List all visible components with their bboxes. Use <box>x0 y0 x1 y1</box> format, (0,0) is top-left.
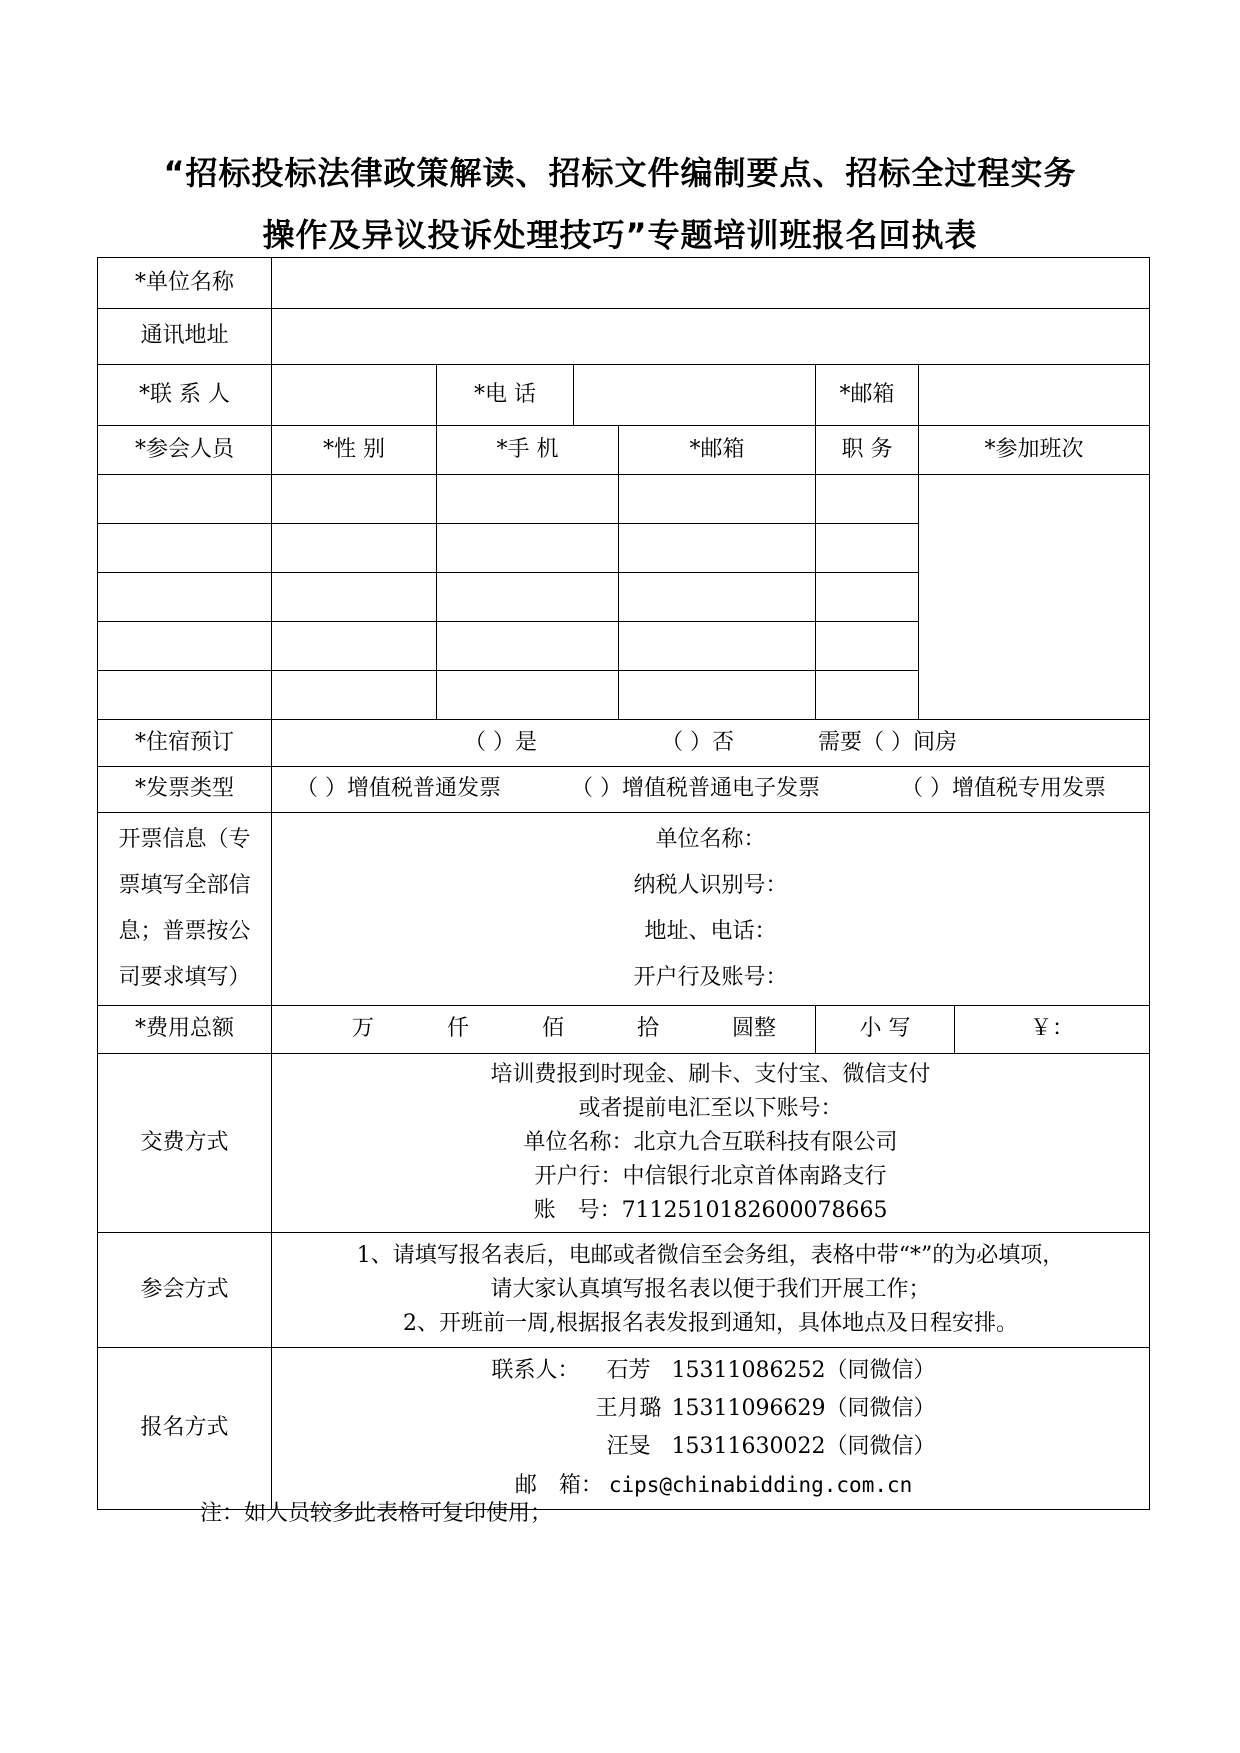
register-email-label: 邮 箱： <box>514 1473 603 1498</box>
attendee-gender-field[interactable] <box>272 573 437 622</box>
register-contact-phone: 15311096629（同微信） <box>671 1396 936 1421</box>
billing-fields <box>272 813 1150 1006</box>
contact-phone-label: *电 话 <box>437 365 574 426</box>
billing-bank-account-field[interactable]: 开户行及账号： <box>633 965 788 990</box>
register-method-row <box>98 1348 1150 1510</box>
attendee-title-header: 职 务 <box>816 426 919 475</box>
form-title-line-2: 操作及异议投诉处理技巧”专题培训班报名回执表 <box>262 216 978 254</box>
billing-label <box>98 813 272 1006</box>
contact-person-label: *联 系 人 <box>98 365 272 426</box>
attendee-name-field[interactable] <box>98 573 272 622</box>
attendee-class-field[interactable] <box>919 475 1150 720</box>
attendee-mobile-field[interactable] <box>437 573 619 622</box>
attendee-mobile-header: *手 机 <box>437 426 619 475</box>
payment-line: 培训费报到时现金、刷卡、支付宝、微信支付 <box>490 1062 931 1087</box>
payment-row <box>98 1054 1150 1233</box>
lodging-options <box>272 720 1150 767</box>
attendee-row <box>98 475 1150 524</box>
attendee-name-field[interactable] <box>98 671 272 720</box>
register-contact-line <box>282 1390 1139 1428</box>
payment-line: 或者提前电汇至以下账号： <box>578 1096 843 1121</box>
fee-unit-shi: 拾 <box>637 1016 660 1042</box>
register-method-details <box>272 1348 1150 1510</box>
register-contact-label: 联系人： <box>491 1358 580 1383</box>
register-contact-phone: 15311086252（同微信） <box>671 1358 936 1383</box>
attendee-mobile-field[interactable] <box>437 524 619 573</box>
billing-label-line: 司要求填写） <box>118 965 251 990</box>
contact-row <box>98 365 1150 426</box>
payment-details <box>272 1054 1150 1233</box>
billing-tax-id-field[interactable]: 纳税人识别号： <box>633 873 788 898</box>
form-title-line-1: “招标投标法律政策解读、招标文件编制要点、招标全过程实务 <box>163 154 1077 192</box>
address-row <box>98 309 1150 365</box>
lodging-option-rooms[interactable]: 需要（ ）间房 <box>818 729 958 755</box>
attend-method-label: 参会方式 <box>98 1233 272 1348</box>
billing-address-phone-field[interactable]: 地址、电话： <box>644 919 777 944</box>
address-label: 通讯地址 <box>98 309 272 365</box>
fee-unit-wan: 万 <box>352 1016 375 1042</box>
invoice-option-special[interactable]: （ ）增值税专用发票 <box>901 776 1106 802</box>
attendee-gender-header: *性 别 <box>272 426 437 475</box>
register-contact-name: 石芳 <box>606 1358 651 1383</box>
register-contact-line <box>282 1428 1139 1466</box>
lodging-option-yes[interactable]: （ ）是 <box>464 729 538 755</box>
attendee-title-field[interactable] <box>816 622 919 671</box>
unit-name-row <box>98 258 1150 309</box>
attend-method-details <box>272 1233 1150 1348</box>
billing-label-line: 票填写全部信 <box>118 873 251 898</box>
attend-line: 1、请填写报名表后，电邮或者微信至会务组，表格中带“*”的为必填项， <box>356 1243 1065 1268</box>
payment-account-name: 单位名称：北京九合互联科技有限公司 <box>523 1130 898 1155</box>
billing-row <box>98 813 1150 1006</box>
fee-total-label: *费用总额 <box>98 1006 272 1054</box>
fee-amount-words[interactable] <box>272 1006 816 1054</box>
registration-form-table <box>97 257 1150 1510</box>
attendee-email-field[interactable] <box>619 573 816 622</box>
attendee-email-field[interactable] <box>619 475 816 524</box>
contact-phone-field[interactable] <box>574 365 816 426</box>
attendee-gender-field[interactable] <box>272 524 437 573</box>
register-contact-phone: 15311630022（同微信） <box>671 1434 936 1459</box>
attendee-gender-field[interactable] <box>272 475 437 524</box>
attendee-gender-field[interactable] <box>272 671 437 720</box>
payment-bank: 开户行：中信银行北京首体南路支行 <box>534 1164 887 1189</box>
attendee-mobile-field[interactable] <box>437 475 619 524</box>
fee-small-amount-field[interactable]: ￥： <box>955 1006 1150 1054</box>
attendee-title-field[interactable] <box>816 671 919 720</box>
billing-label-line: 开票信息（专 <box>118 827 251 852</box>
attendee-header-row <box>98 426 1150 475</box>
attend-line: 请大家认真填写报名表以便于我们开展工作； <box>490 1277 931 1302</box>
payment-method-label: 交费方式 <box>98 1054 272 1233</box>
payment-account-number: 账 号：7112510182600078665 <box>533 1198 888 1223</box>
attendee-class-header: *参加班次 <box>919 426 1150 475</box>
fee-small-label: 小 写 <box>816 1006 955 1054</box>
attendee-mobile-field[interactable] <box>437 671 619 720</box>
fee-unit-yuan: 圆整 <box>732 1016 777 1042</box>
attendee-name-field[interactable] <box>98 524 272 573</box>
contact-person-field[interactable] <box>272 365 437 426</box>
register-contact-name: 王月璐 <box>595 1396 662 1421</box>
billing-label-line: 息；普票按公 <box>118 919 251 944</box>
attendee-name-field[interactable] <box>98 475 272 524</box>
attendee-name-header: *参会人员 <box>98 426 272 475</box>
attend-line: 2、开班前一周,根据报名表发报到通知，具体地点及日程安排。 <box>403 1311 1019 1336</box>
invoice-option-electronic[interactable]: （ ）增值税普通电子发票 <box>571 776 820 802</box>
lodging-row <box>98 720 1150 767</box>
contact-email-label: *邮箱 <box>816 365 919 426</box>
footer-note: 注：如人员较多此表格可复印使用； <box>200 1501 553 1526</box>
invoice-option-normal[interactable]: （ ）增值税普通发票 <box>296 776 501 802</box>
billing-unit-name-field[interactable]: 单位名称： <box>655 827 766 852</box>
register-method-label: 报名方式 <box>98 1348 272 1510</box>
attendee-title-field[interactable] <box>816 573 919 622</box>
attendee-title-field[interactable] <box>816 475 919 524</box>
fee-unit-bai: 佰 <box>542 1016 565 1042</box>
unit-name-field[interactable] <box>272 258 1150 309</box>
attendee-title-field[interactable] <box>816 524 919 573</box>
attend-method-row <box>98 1233 1150 1348</box>
fee-unit-qian: 仟 <box>447 1016 470 1042</box>
attendee-mobile-field[interactable] <box>437 622 619 671</box>
invoice-type-label: *发票类型 <box>98 767 272 813</box>
invoice-options <box>272 767 1150 813</box>
unit-name-label: *单位名称 <box>98 258 272 309</box>
attendee-email-header: *邮箱 <box>619 426 816 475</box>
address-field[interactable] <box>272 309 1150 365</box>
register-contact-line <box>282 1352 1139 1390</box>
invoice-row <box>98 767 1150 813</box>
register-contact-name: 汪旻 <box>606 1434 651 1459</box>
attendee-email-field[interactable] <box>619 622 816 671</box>
attendee-email-field[interactable] <box>619 524 816 573</box>
fee-row <box>98 1006 1150 1054</box>
attendee-gender-field[interactable] <box>272 622 437 671</box>
lodging-option-no[interactable]: （ ）否 <box>661 729 735 755</box>
lodging-label: *住宿预订 <box>98 720 272 767</box>
attendee-email-field[interactable] <box>619 671 816 720</box>
register-email-link[interactable]: cips@chinabidding.com.cn <box>608 1473 913 1497</box>
attendee-name-field[interactable] <box>98 622 272 671</box>
contact-email-field[interactable] <box>919 365 1150 426</box>
